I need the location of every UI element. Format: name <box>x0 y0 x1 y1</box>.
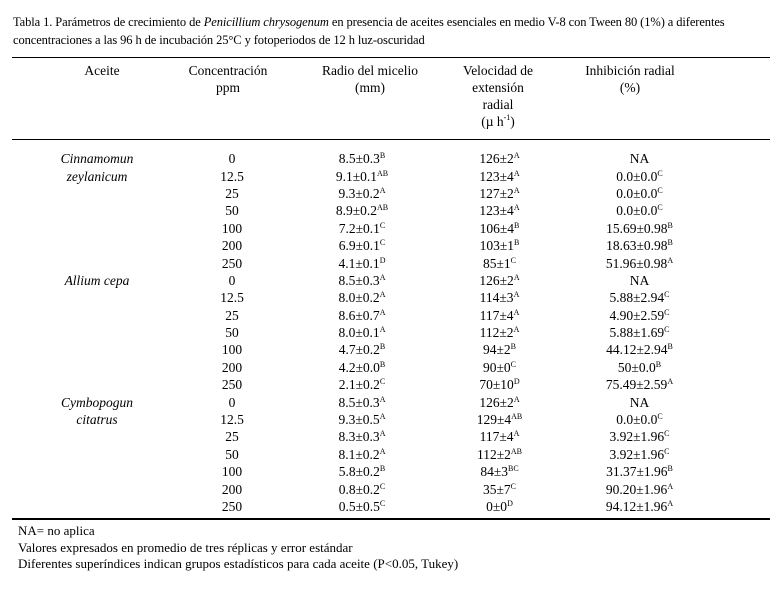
concentration-cell: 0 <box>228 394 236 410</box>
group-superscript: B <box>379 151 386 161</box>
velocity-cell: $103\pm 1^B$ <box>479 238 520 254</box>
velocity-cell: $85\pm 1^C$ <box>482 255 516 271</box>
velocity-cell: $84\pm 3^{BC}$ <box>480 464 519 480</box>
header-radius-line1: Radio del micelio <box>322 63 418 78</box>
group-superscript: A <box>667 499 674 508</box>
group-superscript: C <box>657 203 663 213</box>
group-superscript: B <box>379 359 386 369</box>
group-superscript: C <box>657 412 663 422</box>
inhibition-cell: $3.92\pm 1.96^C$ <box>609 429 670 445</box>
inhibition-cell: $0.0\pm 0.0^C$ <box>616 203 663 219</box>
group-superscript: A <box>513 429 520 439</box>
oil-cell <box>12 254 182 271</box>
table-row <box>12 307 770 324</box>
table-row <box>12 393 770 410</box>
spacer-cell <box>722 359 770 376</box>
radius-cell: $8.9\pm 0.2^{AB}$ <box>335 203 389 219</box>
radius-cell: $7.2\pm 0.1^C$ <box>338 220 386 236</box>
group-superscript: C <box>510 255 516 265</box>
group-superscript: A <box>667 481 674 491</box>
spacer-cell <box>722 272 770 289</box>
table-row <box>12 150 770 167</box>
spacer-cell <box>722 220 770 237</box>
concentration-cell: 25 <box>225 307 239 323</box>
group-superscript: A <box>513 203 520 213</box>
inhibition-cell: $75.49\pm 2.59^A$ <box>605 377 674 393</box>
spacer-cell <box>722 237 770 254</box>
velocity-cell: $0\pm 0^D$ <box>486 499 513 514</box>
oil-cell: citatrus <box>76 412 118 428</box>
inhibition-cell: $15.69\pm 0.98^B$ <box>606 220 673 236</box>
caption-prefix: Tabla 1. Parámetros de crecimiento de <box>13 15 204 29</box>
group-superscript: AB <box>510 446 523 456</box>
table-row <box>12 376 770 393</box>
oil-cell <box>12 376 182 393</box>
spacer-cell <box>722 202 770 219</box>
oil-cell <box>12 463 182 480</box>
table-row <box>12 289 770 306</box>
radius-cell: $4.1\pm 0.1^D$ <box>338 255 386 271</box>
table-row <box>12 428 770 445</box>
group-superscript: AB <box>377 168 389 178</box>
group-superscript: C <box>657 185 663 195</box>
table-row <box>12 359 770 376</box>
header-radius-line2: (mm) <box>355 80 385 95</box>
concentration-cell: 25 <box>225 429 239 445</box>
spacer-cell <box>722 446 770 463</box>
velocity-cell: $35\pm 7^C$ <box>482 481 516 497</box>
header-inhibition-line1: Inhibición radial <box>585 63 675 78</box>
table-row <box>12 272 770 289</box>
oil-cell: Allium cepa <box>64 272 130 288</box>
velocity-cell: $70\pm 10^D$ <box>479 377 520 393</box>
caption-species: Penicillium chrysogenum <box>203 15 329 29</box>
concentration-cell: 12.5 <box>220 168 244 184</box>
concentration-cell: 200 <box>221 238 243 254</box>
header-velocity-unit-exponent: -1 <box>503 113 511 122</box>
table-row <box>12 202 770 219</box>
group-superscript: B <box>514 238 520 248</box>
table-row <box>12 324 770 341</box>
group-superscript: B <box>667 464 673 474</box>
header-radius <box>290 62 450 96</box>
concentration-cell: 25 <box>225 185 239 201</box>
oil-cell <box>12 498 182 515</box>
concentration-cell: 12.5 <box>220 412 244 428</box>
group-superscript: A <box>379 185 386 195</box>
inhibition-cell: $4.90\pm 2.59^C$ <box>609 307 670 323</box>
bottom-rule <box>12 518 770 520</box>
group-superscript: B <box>667 238 673 248</box>
velocity-cell: $106\pm 4^B$ <box>479 220 520 236</box>
radius-cell: $6.9\pm 0.1^C$ <box>338 238 386 254</box>
spacer-cell <box>722 376 770 393</box>
header-velocity-line3: radial <box>482 97 514 112</box>
concentration-cell: 200 <box>221 359 243 375</box>
inhibition-cell: $0.0\pm 0.0^C$ <box>616 185 663 201</box>
group-superscript: C <box>379 499 386 508</box>
group-superscript: D <box>513 377 520 387</box>
oil-cell <box>12 428 182 445</box>
spacer-cell <box>722 341 770 358</box>
spacer-cell <box>722 185 770 202</box>
oil-cell <box>12 237 182 254</box>
inhibition-cell: $5.88\pm 2.94^C$ <box>609 290 670 306</box>
concentration-cell: 100 <box>221 342 243 358</box>
inhibition-cell: $3.92\pm 1.96^C$ <box>609 446 670 462</box>
inhibition-cell: $51.96\pm 0.98^A$ <box>605 255 674 271</box>
group-superscript: A <box>513 185 520 195</box>
concentration-cell: 100 <box>221 464 243 480</box>
concentration-cell: 250 <box>221 255 243 271</box>
radius-cell: $8.0\pm 0.1^A$ <box>338 325 386 341</box>
group-superscript: C <box>379 377 386 387</box>
header-oil <box>52 62 152 79</box>
group-superscript: C <box>379 238 386 248</box>
header-inhibition-line2: (%) <box>619 80 641 95</box>
inhibition-cell: $31.37\pm 1.96^B$ <box>606 464 673 480</box>
oil-cell <box>12 307 182 324</box>
velocity-cell: $117\pm 4^A$ <box>479 429 520 445</box>
radius-cell: $9.3\pm 0.5^A$ <box>338 412 386 428</box>
concentration-cell: 0 <box>228 151 236 167</box>
group-superscript: B <box>379 342 386 352</box>
group-superscript: D <box>507 499 513 508</box>
concentration-cell: 0 <box>228 272 236 288</box>
group-superscript: A <box>379 394 386 404</box>
spacer-cell <box>722 411 770 428</box>
spacer-cell <box>722 480 770 497</box>
group-superscript: A <box>513 168 520 178</box>
note-values: Valores expresados en promedio de tres réplicas y error estándar <box>18 539 353 555</box>
group-superscript: B <box>667 220 673 230</box>
group-superscript: C <box>657 168 663 178</box>
header-concentration <box>168 62 288 96</box>
velocity-cell: $112\pm 2^{AB}$ <box>476 446 523 462</box>
table-row <box>12 167 770 184</box>
inhibition-cell: NA <box>629 272 650 288</box>
spacer-cell <box>722 324 770 341</box>
group-superscript: A <box>513 307 520 317</box>
velocity-cell: $123\pm 4^A$ <box>479 168 520 184</box>
radius-cell: $8.0\pm 0.2^A$ <box>338 290 386 306</box>
group-superscript: C <box>664 325 670 335</box>
header-rule <box>12 139 770 140</box>
velocity-cell: $127\pm 2^A$ <box>479 185 520 201</box>
velocity-cell: $90\pm 0^C$ <box>482 359 516 375</box>
radius-cell: $9.3\pm 0.2^A$ <box>338 185 386 201</box>
spacer-cell <box>722 393 770 410</box>
inhibition-cell: $50\pm 0.0^B$ <box>617 359 662 375</box>
group-superscript: A <box>379 429 386 439</box>
inhibition-cell: $0.0\pm 0.0^C$ <box>616 412 663 428</box>
concentration-cell: 12.5 <box>220 290 244 306</box>
group-superscript: A <box>513 151 520 161</box>
table-row <box>12 446 770 463</box>
inhibition-cell: $94.12\pm 1.96^A$ <box>605 499 674 514</box>
oil-cell <box>12 185 182 202</box>
concentration-cell: 250 <box>221 499 243 514</box>
spacer-cell <box>722 498 770 515</box>
group-superscript: C <box>510 481 516 491</box>
oil-cell <box>12 289 182 306</box>
radius-cell: $9.1\pm 0.1^{AB}$ <box>335 168 389 184</box>
group-superscript: C <box>510 359 516 369</box>
group-superscript: A <box>667 255 674 265</box>
group-superscript: A <box>667 377 674 387</box>
concentration-cell: 50 <box>225 203 239 219</box>
radius-cell: $8.6\pm 0.7^A$ <box>338 307 386 323</box>
oil-cell <box>12 220 182 237</box>
spacer-cell <box>722 150 770 167</box>
group-superscript: A <box>513 272 520 282</box>
inhibition-cell: NA <box>629 394 650 410</box>
group-superscript: C <box>664 307 670 317</box>
oil-cell <box>12 341 182 358</box>
radius-cell: $8.1\pm 0.2^A$ <box>338 446 386 462</box>
group-superscript: A <box>379 412 386 422</box>
note-na: NA= no aplica <box>18 523 95 538</box>
oil-cell <box>12 324 182 341</box>
concentration-cell: 100 <box>221 220 243 236</box>
table-row <box>12 463 770 480</box>
group-superscript: C <box>664 290 670 300</box>
concentration-cell: 50 <box>225 446 239 462</box>
radius-cell: $0.8\pm 0.2^C$ <box>338 481 386 497</box>
velocity-cell: $126\pm 2^A$ <box>479 394 520 410</box>
inhibition-cell: $18.63\pm 0.98^B$ <box>606 238 673 254</box>
header-conc-line2: ppm <box>215 80 240 95</box>
group-superscript: AB <box>511 412 523 422</box>
group-superscript: A <box>513 325 520 335</box>
group-superscript: C <box>664 429 670 439</box>
spacer-cell <box>722 254 770 271</box>
velocity-cell: $117\pm 4^A$ <box>479 307 520 323</box>
radius-cell: $8.5\pm 0.3^A$ <box>338 394 386 410</box>
inhibition-cell: NA <box>629 151 650 167</box>
table-row <box>12 220 770 237</box>
spacer-cell <box>722 289 770 306</box>
inhibition-cell: $44.12\pm 2.94^B$ <box>606 342 673 358</box>
group-superscript: A <box>513 290 520 300</box>
table-row <box>12 254 770 271</box>
concentration-cell: 250 <box>221 377 243 393</box>
group-superscript: B <box>379 464 386 474</box>
group-superscript: C <box>379 481 386 491</box>
group-superscript: B <box>510 342 516 352</box>
table-row <box>12 411 770 428</box>
group-superscript: AB <box>377 203 389 213</box>
spacer-cell <box>722 167 770 184</box>
header-conc-line1: Concentración <box>188 63 268 78</box>
oil-cell: Cinnamomun <box>60 151 134 167</box>
header-oil-label: Aceite <box>84 63 120 78</box>
inhibition-cell: $0.0\pm 0.0^C$ <box>616 168 663 184</box>
velocity-cell: $114\pm 3^A$ <box>479 290 520 306</box>
group-superscript: C <box>379 220 386 230</box>
table-row <box>12 185 770 202</box>
concentration-cell: 50 <box>225 325 239 341</box>
radius-cell: $5.8\pm 0.2^B$ <box>338 464 386 480</box>
radius-cell: $8.3\pm 0.3^A$ <box>338 429 386 445</box>
spacer-cell <box>722 463 770 480</box>
table-caption <box>13 13 773 49</box>
spacer-cell <box>722 307 770 324</box>
oil-cell <box>12 359 182 376</box>
velocity-cell: $126\pm 2^A$ <box>479 151 520 167</box>
group-superscript: A <box>513 394 520 404</box>
header-velocity-line1: Velocidad de <box>462 63 534 78</box>
data-table <box>12 150 770 515</box>
group-superscript: B <box>655 359 662 369</box>
concentration-cell: 200 <box>221 481 243 497</box>
radius-cell: $4.7\pm 0.2^B$ <box>338 342 386 358</box>
group-superscript: A <box>379 290 386 300</box>
group-superscript: BC <box>508 464 519 474</box>
radius-cell: $0.5\pm 0.5^C$ <box>338 499 386 514</box>
caption-suffix: en presencia de aceites esenciales en medio V-8 con Tween 80 (1%) a diferentes concentraciones a las 96 h de incubación 25°C y fotoperiodos de 12 h luz-oscuridad <box>13 15 725 47</box>
group-superscript: D <box>379 255 386 265</box>
group-superscript: A <box>379 307 386 317</box>
table-body <box>12 150 770 515</box>
table-row <box>12 480 770 497</box>
header-inhibition <box>560 62 700 96</box>
top-rule <box>12 57 770 58</box>
velocity-cell: $94\pm 2^B$ <box>482 342 516 358</box>
table-row <box>12 237 770 254</box>
group-superscript: B <box>667 342 673 352</box>
radius-cell: $2.1\pm 0.2^C$ <box>338 377 386 393</box>
table-row <box>12 498 770 515</box>
oil-cell <box>12 446 182 463</box>
header-velocity <box>438 62 558 130</box>
oil-cell: Cymbopogun <box>61 394 133 410</box>
radius-cell: $4.2\pm 0.0^B$ <box>338 359 386 375</box>
inhibition-cell: $5.88\pm 1.69^C$ <box>609 325 670 341</box>
velocity-cell: $123\pm 4^A$ <box>479 203 520 219</box>
group-superscript: A <box>379 325 386 335</box>
group-superscript: A <box>379 272 386 282</box>
header-velocity-line2: extensión <box>472 80 524 95</box>
inhibition-cell: $90.20\pm 1.96^A$ <box>605 481 674 497</box>
oil-cell <box>12 480 182 497</box>
oil-cell <box>12 202 182 219</box>
header-velocity-unit: (µ $h^{-1}$) <box>481 113 515 129</box>
group-superscript: A <box>379 446 386 456</box>
note-superscripts: Diferentes superíndices indican grupos estadísticos para cada aceite (P<0.05, Tukey) <box>18 556 459 571</box>
oil-cell: zeylanicum <box>66 168 128 184</box>
radius-cell: $8.5\pm 0.3^A$ <box>338 272 386 288</box>
group-superscript: C <box>664 446 670 456</box>
table-notes <box>18 523 458 573</box>
radius-cell: $8.5\pm 0.3^B$ <box>338 151 386 167</box>
table-row <box>12 341 770 358</box>
velocity-cell: $112\pm 2^A$ <box>479 325 520 341</box>
velocity-cell: $129\pm 4^{AB}$ <box>476 412 523 428</box>
velocity-cell: $126\pm 2^A$ <box>479 272 520 288</box>
group-superscript: B <box>514 220 520 230</box>
spacer-cell <box>722 428 770 445</box>
